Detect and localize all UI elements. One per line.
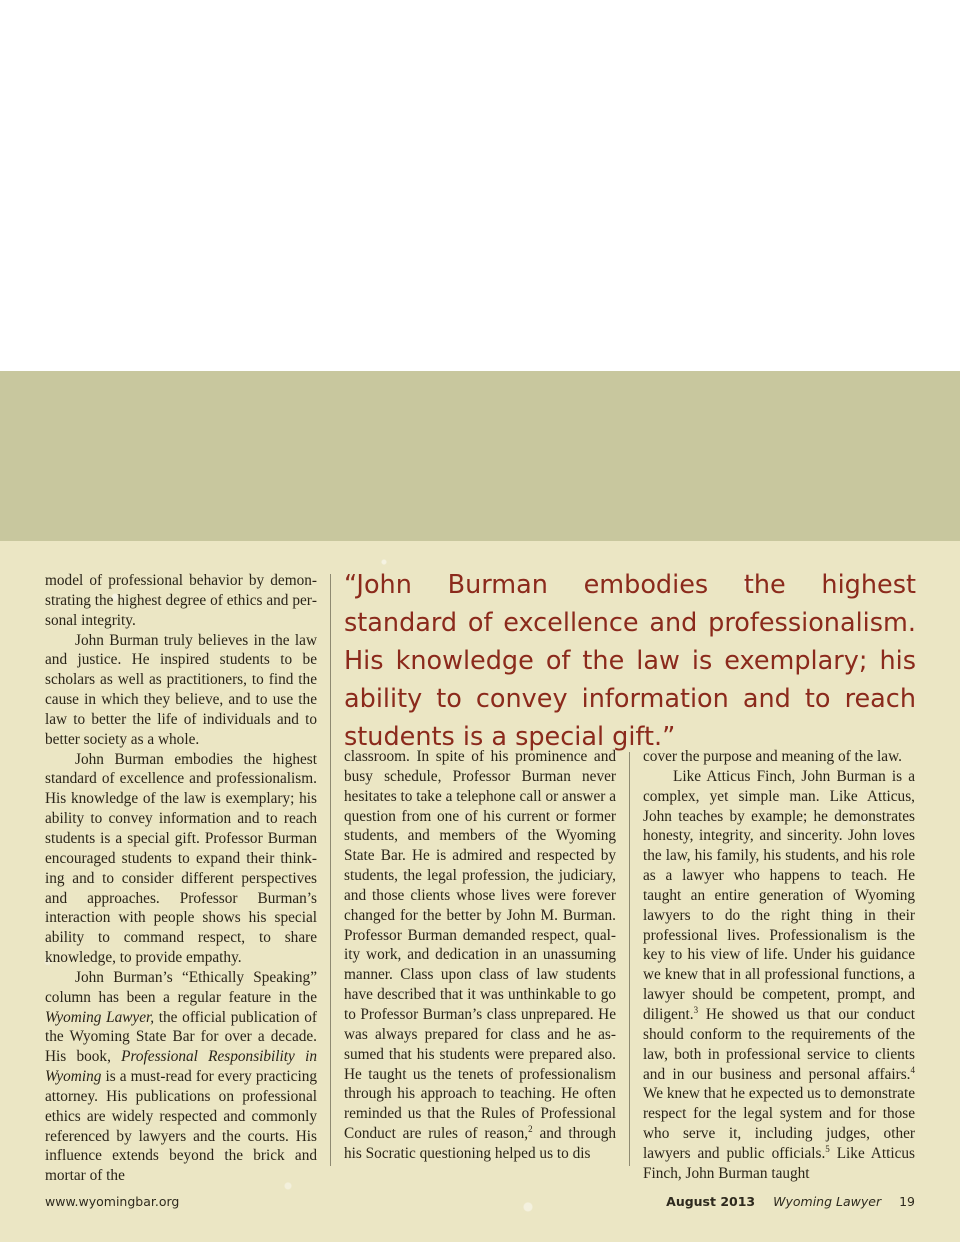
text-run: the official publication of the Wyoming State Bar for over a decade. His book, — [45, 1008, 318, 1066]
pull-quote: “John Burman embodies the highest standard of excellence and professionalism. His knowledge of the law is exemplary; his ability to convey information and to reach students is a special gift.” — [344, 570, 916, 752]
paragraph — [643, 767, 915, 1184]
paragraph: model of professional behavior by demonstrating the highest degree of ethics and personal integrity. — [45, 572, 317, 629]
text-run: Like Atticus Finch, John Burman taught — [643, 1144, 915, 1182]
text-run: classroom. In spite of his prominence and busy schedule, Professor Burman never hesitates to take a telephone call or answer a question from one of his current or former students, and members of the Wyoming State Bar. He is admired and respected by students, the legal profession, the judiciary, and those clients whose lives were forever changed for the better by John M. Burman. Professor Burman demanded respect, quality work, and dedication in an unassuming manner. Class upon class of law students have described that it was unthinkable to go to Professor Burman’s class unprepared. He was always prepared for class and he assumed that his students were prepared also. He taught us the tenets of professionalism through his approach to teaching. He often reminded us that the Rules of Professional Conduct are rules of reason, — [344, 748, 616, 1143]
text-run: is a must-read for every practicing attorney. His publications on professional ethics are widely respected and commonly referenced by lawyers and the courts. His influence extends beyond the brick and mortar of the — [45, 1068, 317, 1185]
paragraph: cover the purpose and meaning of the law. — [643, 748, 902, 765]
text-run: John Burman’s “Ethically Speaking” column has been a regular feature in the — [45, 968, 317, 1006]
paragraph — [344, 747, 616, 1164]
paragraph: John Burman embodies the highest standard of excellence and professionalism. His knowledge of the law is exemplary; his ability to convey information and to reach students is a special gift. Professor Burman encouraged students to expand their thinking and to consider different perspectives and approaches. Professor Burman’s interaction with people shows his special ability to command respect, to share knowledge, to provide empathy. — [45, 750, 317, 967]
page-number: 19 — [899, 1194, 915, 1209]
footnote-ref: 3 — [693, 1004, 699, 1015]
column-divider — [330, 574, 331, 1166]
article-column-3 — [643, 747, 915, 1184]
footer-date: August 2013 — [666, 1194, 756, 1209]
article-column-2 — [344, 747, 616, 1164]
footnote-ref: 2 — [528, 1123, 533, 1134]
text-run: and through his Socratic questioning helped us to dis — [344, 1125, 616, 1162]
text-run: We knew that he expected us to demonstrate respect for the legal system and for those who serve it, including judges, other lawyers and public officials. — [643, 1085, 915, 1162]
footer-publication: Wyoming Lawyer — [773, 1194, 882, 1209]
footer-issue-info — [666, 1194, 915, 1209]
paragraph: John Burman truly believes in the law and justice. He inspired students to be scholars as well as practitioners, to find the cause in which they believe, and to use the law to better the life of individuals and to better society as a whole. — [45, 631, 317, 748]
italic-title: Professional Responsibility in Wyoming — [45, 1048, 317, 1086]
article-column-1 — [45, 571, 317, 1186]
paragraph — [45, 968, 317, 1186]
text-run: Like Atticus Finch, John Burman is a complex, yet simple man. Like Atticus, John teaches by example; he demonstrates honesty, integrity, and sincerity. John loves the law, his family, his students, and his role as a lawyer who happens to teach. He taught an entire generation of Wyoming lawyers to do the right thing in their professional lives. Professionalism is the key to his view of life. Under his guidance we knew that in all professional functions, a lawyer should be competent, prompt, and diligent. — [643, 767, 915, 1023]
olive-header-band — [0, 371, 960, 541]
footer-website: www.wyomingbar.org — [45, 1194, 180, 1209]
italic-title: Wyoming Lawyer, — [45, 1008, 155, 1026]
top-blank-area — [0, 0, 960, 371]
column-divider — [629, 752, 630, 1166]
text-run: He showed us that our conduct should conform to the requirements of the law, both in professional service to clients and in our business and personal affairs. — [643, 1005, 915, 1083]
footnote-ref: 4 — [910, 1064, 915, 1075]
footnote-ref: 5 — [825, 1143, 830, 1154]
